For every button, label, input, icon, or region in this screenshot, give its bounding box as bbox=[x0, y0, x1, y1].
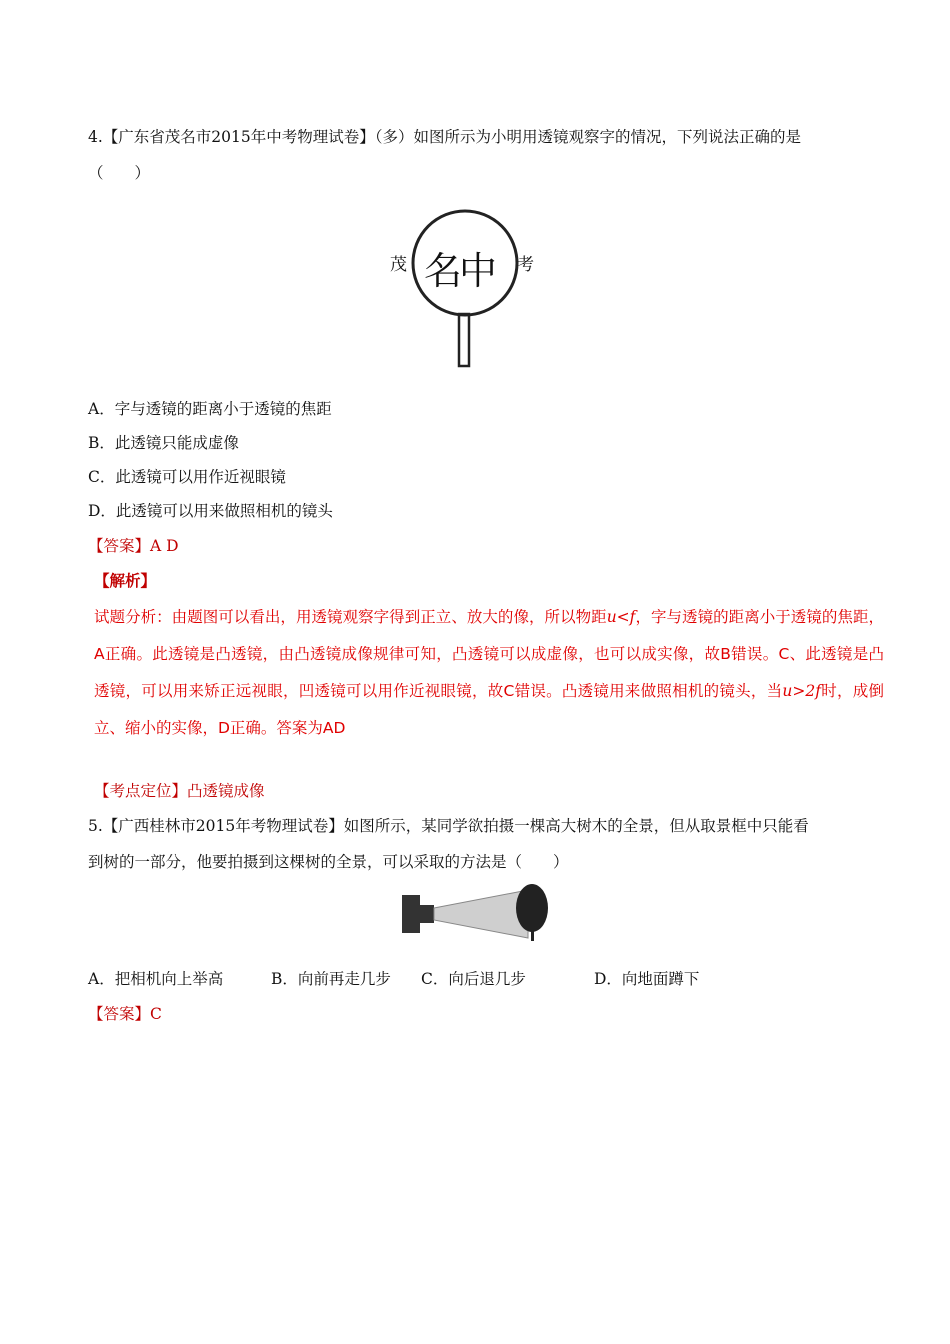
q4-kaodian: 【考点定位】凸透镜成像 bbox=[94, 782, 265, 800]
q5-option-d: D．向地面蹲下 bbox=[594, 970, 700, 988]
q5-option-a: A．把相机向上举高 bbox=[88, 970, 224, 988]
camera-tree-figure bbox=[400, 880, 555, 945]
analysis-formula-2: u>2f bbox=[782, 682, 821, 700]
figure-right-char: 考 bbox=[517, 255, 534, 275]
q5-source: 【广西桂林市2015年考物理试卷】 bbox=[102, 817, 344, 835]
q4-stem: （多）如图所示为小明用透镜观察字的情况，下列说法正确的是 bbox=[374, 128, 802, 146]
figure-left-char: 茂 bbox=[390, 255, 407, 275]
analysis-part-2: ，字与透镜的距离小于透镜的焦距，A正确。此透镜是凸透镜，由凸透镜成像规律可知，凸透镜可以成虚像，也可以成实像，故B错误。C、此透镜是凸透镜，可以用来矫正远视眼，凹透镜可以用作近视眼镜，故C错误。凸透镜用来做照相机的镜头，当 bbox=[94, 608, 884, 700]
q4-option-b: B．此透镜只能成虚像 bbox=[88, 434, 239, 452]
q4-answer: 【答案】A D bbox=[88, 537, 179, 555]
q4-source: 【广东省茂名市2015年中考物理试卷】 bbox=[102, 128, 375, 146]
q5-option-b: B．向前再走几步 bbox=[271, 970, 391, 988]
analysis-part-3: 时，成倒立、缩小的实像，D正确。答案为AD bbox=[94, 682, 884, 737]
q5-stem-line-2: 到树的一部分，他要拍摄到这棵树的全景，可以采取的方法是（ ） bbox=[88, 853, 569, 871]
q5-option-c: C．向后退几步 bbox=[421, 970, 526, 988]
q4-paren: （ ） bbox=[88, 164, 151, 182]
magnifier-figure bbox=[380, 200, 555, 380]
q5-answer: 【答案】C bbox=[88, 1005, 162, 1023]
q5-number: 5. bbox=[88, 817, 103, 835]
figure-lens-chars: 名中 bbox=[424, 249, 495, 293]
q4-option-d: D．此透镜可以用来做照相机的镜头 bbox=[88, 502, 333, 520]
q4-analysis bbox=[94, 599, 884, 747]
q4-option-c: C．此透镜可以用作近视眼镜 bbox=[88, 468, 286, 486]
analysis-formula-1: u<f bbox=[606, 608, 636, 626]
q5-stem-line bbox=[88, 815, 809, 837]
camera-tree-icon bbox=[400, 880, 555, 945]
q4-number: 4. bbox=[88, 128, 103, 146]
q5-stem: 如图所示，某同学欲拍摄一棵高大树木的全景，但从取景框中只能看 bbox=[343, 817, 809, 835]
q5-options bbox=[88, 968, 699, 990]
q4-stem-line bbox=[88, 126, 801, 148]
q4-option-a: A．字与透镜的距离小于透镜的焦距 bbox=[88, 400, 332, 418]
q4-analysis-label: 【解析】 bbox=[94, 571, 157, 590]
analysis-part-1: 试题分析：由题图可以看出，用透镜观察字得到正立、放大的像，所以物距 bbox=[94, 608, 607, 626]
